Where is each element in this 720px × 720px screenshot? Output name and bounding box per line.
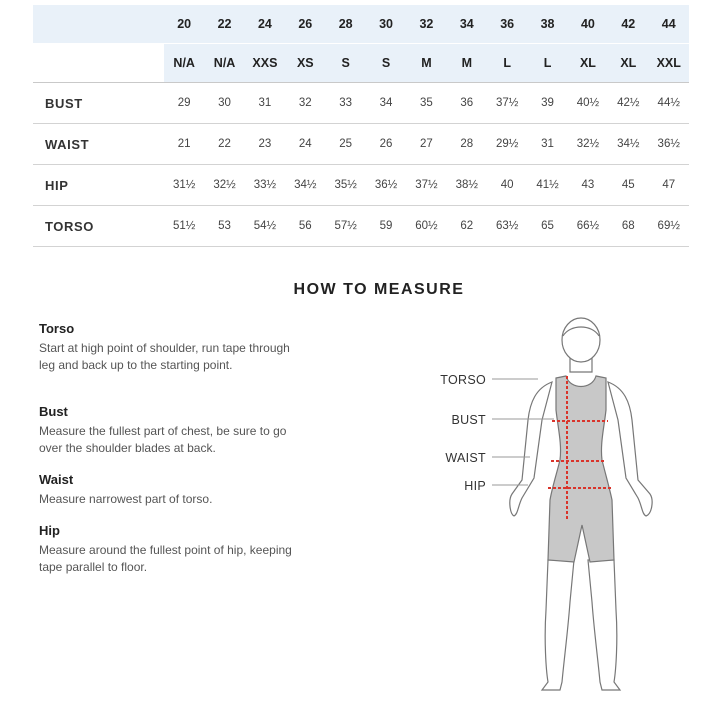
body-measurement-figure xyxy=(430,310,670,700)
measurement-cell: 63½ xyxy=(487,206,527,247)
waist-instruction xyxy=(39,472,299,508)
bust-figure-label: BUST xyxy=(451,413,486,427)
measurement-cell: 36½ xyxy=(649,124,690,165)
measurement-cell: 33 xyxy=(326,83,366,124)
measurement-cell: 36 xyxy=(447,83,487,124)
measurement-cell: 54½ xyxy=(245,206,285,247)
size-number-header-row xyxy=(33,5,689,44)
measurement-cell: 68 xyxy=(608,206,648,247)
bust-row xyxy=(33,83,689,124)
size-letter-cell: L xyxy=(487,44,527,83)
measurement-cell: 34 xyxy=(366,83,406,124)
hip-figure-label: HIP xyxy=(464,479,486,493)
size-letter-cell: M xyxy=(406,44,446,83)
size-number-cell: 32 xyxy=(406,5,446,44)
measurement-cell: 65 xyxy=(527,206,567,247)
header-corner-cell xyxy=(33,5,164,44)
measurement-cell: 23 xyxy=(245,124,285,165)
size-letter-cell: S xyxy=(366,44,406,83)
instruction-heading: Hip xyxy=(39,523,60,538)
measurement-cell: 27 xyxy=(406,124,446,165)
left-arm xyxy=(510,382,552,516)
size-number-cell: 26 xyxy=(285,5,325,44)
measurement-cell: 37½ xyxy=(487,83,527,124)
measurement-cell: 59 xyxy=(366,206,406,247)
measurement-cell: 35 xyxy=(406,83,446,124)
instruction-text: Measure the fullest part of chest, be sure to go over the shoulder blades at back. xyxy=(39,424,287,455)
measurement-cell: 39 xyxy=(527,83,567,124)
measurement-cell: 33½ xyxy=(245,165,285,206)
row-label: HIP xyxy=(33,165,164,206)
measurement-cell: 37½ xyxy=(406,165,446,206)
measurement-cell: 57½ xyxy=(326,206,366,247)
size-number-cell: 40 xyxy=(568,5,608,44)
instruction-heading: Waist xyxy=(39,472,74,487)
measurement-cell: 30 xyxy=(204,83,244,124)
measurement-cell: 51½ xyxy=(164,206,204,247)
size-letter-header-row xyxy=(33,44,689,83)
measurement-cell: 34½ xyxy=(285,165,325,206)
size-letter-cell: XL xyxy=(568,44,608,83)
size-number-cell: 42 xyxy=(608,5,648,44)
measurement-cell: 43 xyxy=(568,165,608,206)
measurement-cell: 38½ xyxy=(447,165,487,206)
waist-figure-label: WAIST xyxy=(445,451,486,465)
header-corner-cell xyxy=(33,44,164,83)
measurement-cell: 45 xyxy=(608,165,648,206)
right-arm xyxy=(608,382,652,516)
measurement-cell: 22 xyxy=(204,124,244,165)
head xyxy=(562,318,600,362)
row-label: WAIST xyxy=(33,124,164,165)
size-letter-cell: N/A xyxy=(164,44,204,83)
measurement-cell: 26 xyxy=(366,124,406,165)
left-lower-leg xyxy=(542,560,574,690)
measurement-cell: 56 xyxy=(285,206,325,247)
measurement-cell: 32½ xyxy=(568,124,608,165)
measurement-cell: 53 xyxy=(204,206,244,247)
measurement-cell: 32 xyxy=(285,83,325,124)
measurement-cell: 69½ xyxy=(649,206,690,247)
measurement-cell: 25 xyxy=(326,124,366,165)
measurement-cell: 35½ xyxy=(326,165,366,206)
instruction-heading: Bust xyxy=(39,404,68,419)
right-lower-leg xyxy=(588,560,620,690)
size-letter-cell: L xyxy=(527,44,567,83)
size-letter-cell: XL xyxy=(608,44,648,83)
size-chart-table xyxy=(33,5,689,247)
measurement-cell: 28 xyxy=(447,124,487,165)
size-letter-cell: XS xyxy=(285,44,325,83)
how-to-measure-title: HOW TO MEASURE xyxy=(293,281,465,298)
size-letter-cell: XXL xyxy=(649,44,690,83)
measurement-cell: 29 xyxy=(164,83,204,124)
measurement-cell: 41½ xyxy=(527,165,567,206)
instruction-text: Measure around the fullest point of hip, keeping tape parallel to floor. xyxy=(39,543,292,574)
measurement-cell: 31½ xyxy=(164,165,204,206)
hip-instruction xyxy=(39,523,299,575)
size-number-cell: 38 xyxy=(527,5,567,44)
measurement-cell: 29½ xyxy=(487,124,527,165)
measurement-cell: 24 xyxy=(285,124,325,165)
torso-figure-label: TORSO xyxy=(440,373,486,387)
measurement-cell: 31 xyxy=(245,83,285,124)
size-number-cell: 20 xyxy=(164,5,204,44)
measurement-cell: 42½ xyxy=(608,83,648,124)
measurement-cell: 47 xyxy=(649,165,690,206)
waist-row xyxy=(33,124,689,165)
size-letter-cell: M xyxy=(447,44,487,83)
size-number-cell: 36 xyxy=(487,5,527,44)
torso-row xyxy=(33,206,689,247)
size-letter-cell: N/A xyxy=(204,44,244,83)
hip-row xyxy=(33,165,689,206)
torso-instruction xyxy=(39,321,299,373)
measurement-cell: 34½ xyxy=(608,124,648,165)
size-number-cell: 44 xyxy=(649,5,690,44)
instruction-heading: Torso xyxy=(39,321,75,336)
row-label: TORSO xyxy=(33,206,164,247)
measurement-cell: 21 xyxy=(164,124,204,165)
size-number-cell: 22 xyxy=(204,5,244,44)
row-label: BUST xyxy=(33,83,164,124)
measurement-cell: 60½ xyxy=(406,206,446,247)
size-number-cell: 30 xyxy=(366,5,406,44)
swimsuit xyxy=(548,376,614,562)
measurement-cell: 40 xyxy=(487,165,527,206)
measurement-cell: 32½ xyxy=(204,165,244,206)
size-number-cell: 24 xyxy=(245,5,285,44)
measurement-cell: 66½ xyxy=(568,206,608,247)
measurement-cell: 44½ xyxy=(649,83,690,124)
instruction-text: Start at high point of shoulder, run tape through leg and back up to the starting point. xyxy=(39,341,290,372)
measurement-cell: 36½ xyxy=(366,165,406,206)
instruction-text: Measure narrowest part of torso. xyxy=(39,492,213,506)
measurement-cell: 31 xyxy=(527,124,567,165)
size-letter-cell: XXS xyxy=(245,44,285,83)
measurement-cell: 40½ xyxy=(568,83,608,124)
measurement-cell: 62 xyxy=(447,206,487,247)
size-number-cell: 34 xyxy=(447,5,487,44)
bust-instruction xyxy=(39,404,299,456)
size-letter-cell: S xyxy=(326,44,366,83)
size-number-cell: 28 xyxy=(326,5,366,44)
